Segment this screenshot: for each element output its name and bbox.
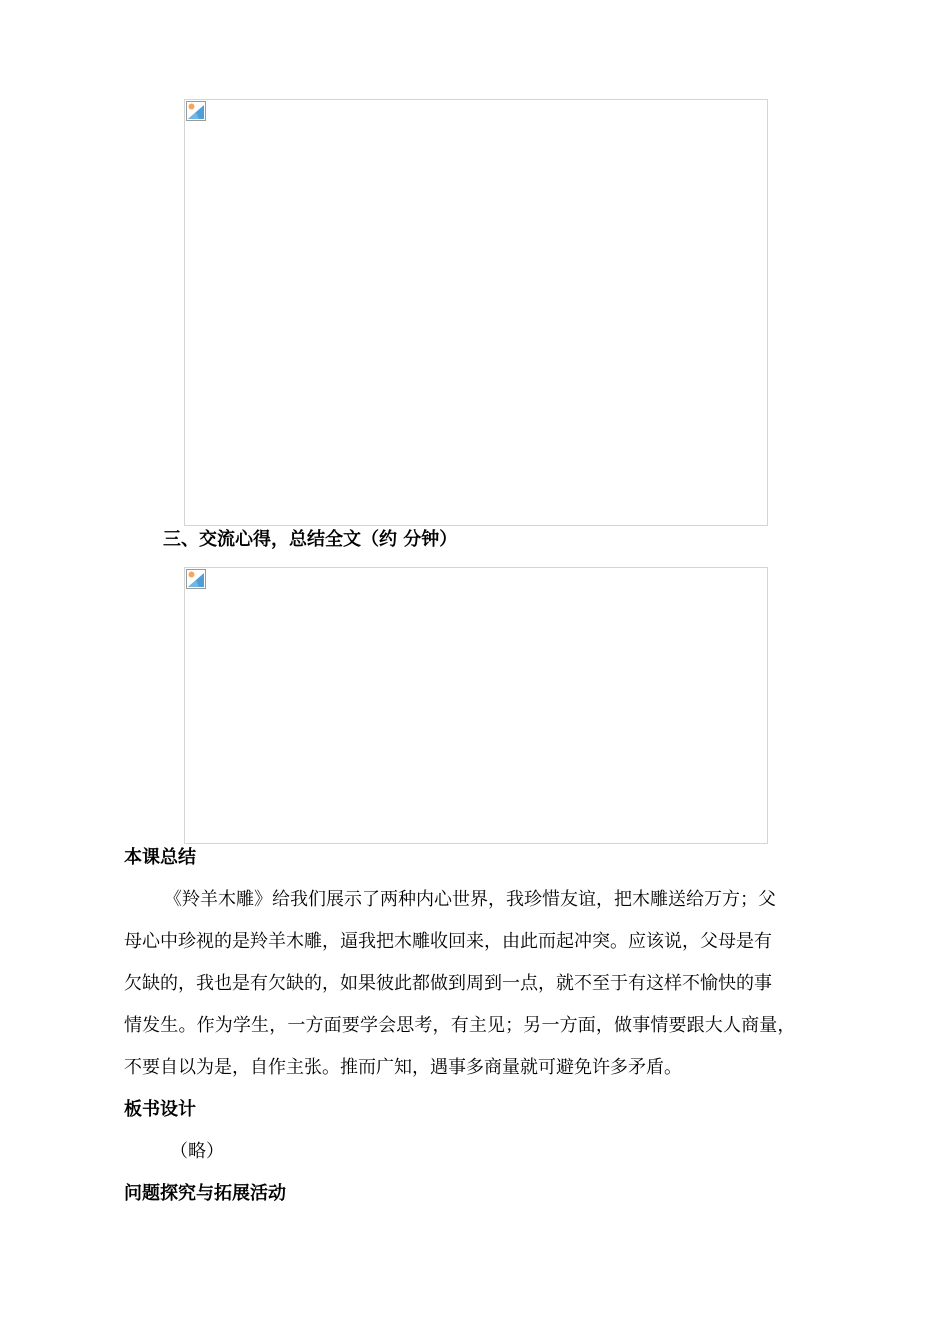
board-design-content: （略） (170, 1141, 224, 1162)
board-design-heading: 板书设计 (124, 1099, 196, 1120)
summary-heading: 本课总结 (124, 847, 196, 868)
summary-line: 不要自以为是，自作主张。推而广知，遇事多商量就可避免许多矛盾。 (124, 1057, 682, 1078)
summary-line: 情发生。作为学生，一方面要学会思考，有主见；另一方面，做事情要跟大人商量， (124, 1015, 796, 1036)
summary-line: 欠缺的，我也是有欠缺的，如果彼此都做到周到一点，就不至于有这样不愉快的事 (124, 973, 772, 994)
summary-line: 《羚羊木雕》给我们展示了两种内心世界，我珍惜友谊，把木雕送给万方；父 (164, 889, 776, 910)
section-heading: 三、交流心得，总结全文（约 分钟） (163, 529, 458, 550)
summary-line: 母心中珍视的是羚羊木雕，逼我把木雕收回来，由此而起冲突。应该说，父母是有 (124, 931, 772, 952)
broken-image-icon (186, 101, 206, 121)
explore-heading: 问题探究与拓展活动 (124, 1183, 286, 1204)
lesson-image-1 (184, 99, 768, 526)
lesson-image-2 (184, 567, 768, 844)
broken-image-icon (186, 569, 206, 589)
